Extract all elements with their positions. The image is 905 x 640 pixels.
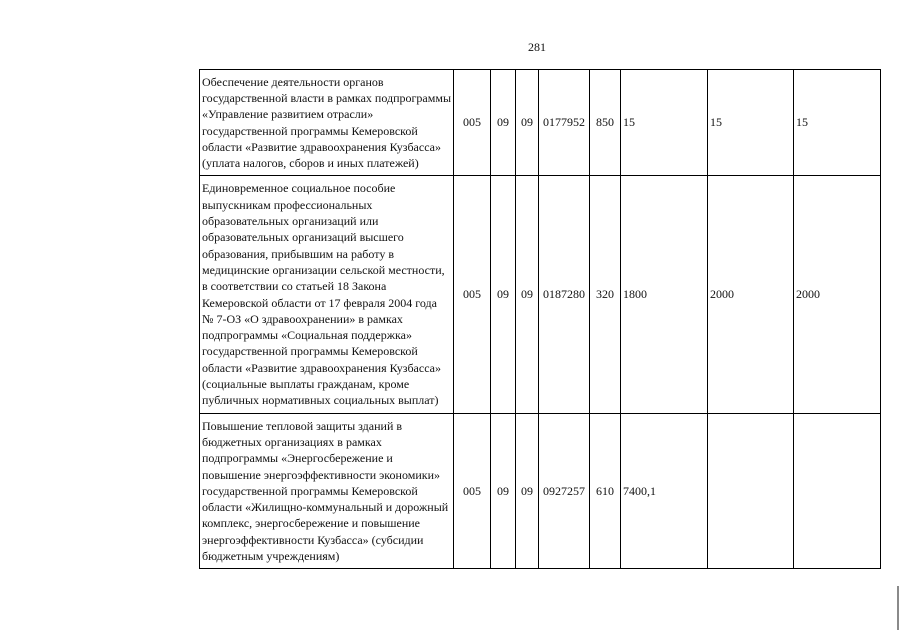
ministry-code: 005: [454, 176, 491, 414]
ministry-code: 005: [454, 70, 491, 176]
amount-year-3: 2000: [794, 176, 881, 414]
subsection-code: 09: [516, 176, 539, 414]
row-description: Повышение тепловой защиты зданий в бюджетных организациях в рамках подпрограммы «Энергосбережение и повышение энергоэффективности экономики» государственной программы Кемеровской области «Жилищно-коммунальный и дорожный комплекс, энергосбережение и повышение энергоэффективности Кузбасса» (субсидии бюджетным учреждениям): [200, 414, 454, 569]
expense-type-code: 850: [590, 70, 621, 176]
subsection-code: 09: [516, 414, 539, 569]
subsection-code: 09: [516, 70, 539, 176]
row-description: Обеспечение деятельности органов государственной власти в рамках подпрограммы «Управление развитием отрасли» государственной программы Кемеровской области «Развитие здравоохранения Кузбасса» (уплата налогов, сборов и иных платежей): [200, 70, 454, 176]
page-number: 281: [528, 40, 546, 54]
budget-table: [199, 69, 881, 569]
table-row: [200, 70, 881, 176]
amount-year-2: 2000: [708, 176, 794, 414]
table-row: [200, 414, 881, 569]
target-article-code: 0177952: [539, 70, 590, 176]
amount-year-3: 15: [794, 70, 881, 176]
amount-year-3: [794, 414, 881, 569]
target-article-code: 0187280: [539, 176, 590, 414]
target-article-code: 0927257: [539, 414, 590, 569]
expense-type-code: 320: [590, 176, 621, 414]
amount-year-1: 1800: [621, 176, 708, 414]
amount-year-1: 15: [621, 70, 708, 176]
scan-edge-mark: [897, 586, 899, 630]
section-code: 09: [491, 70, 516, 176]
ministry-code: 005: [454, 414, 491, 569]
amount-year-1: 7400,1: [621, 414, 708, 569]
expense-type-code: 610: [590, 414, 621, 569]
section-code: 09: [491, 414, 516, 569]
table-row: [200, 176, 881, 414]
row-description: Единовременное социальное пособие выпускникам профессиональных образовательных организаций или образовательных организаций высшего образования, прибывшим на работу в медицинские организации сельской местности, в соответствии со статьей 18 Закона Кемеровской области от 17 февраля 2004 года № 7-ОЗ «О здравоохранении» в рамках подпрограммы «Социальная поддержка» государственной программы Кемеровской области «Развитие здравоохранения Кузбасса» (социальные выплаты гражданам, кроме публичных нормативных социальных выплат): [200, 176, 454, 414]
amount-year-2: [708, 414, 794, 569]
section-code: 09: [491, 176, 516, 414]
amount-year-2: 15: [708, 70, 794, 176]
